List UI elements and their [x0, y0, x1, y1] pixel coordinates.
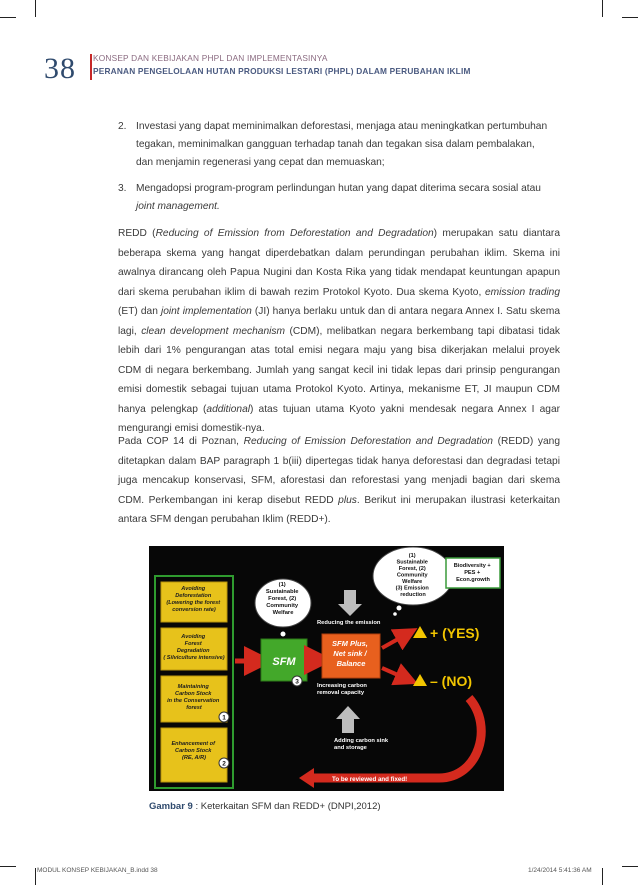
- text-run: (REDD) yang ditetapkan dalam BAP paragraph 1 b(iii) dipertegas tidak hanya deforestasi dan degradasi tetapi juga mencakup konservasi, SFM, aforestasi dan reforestasi yang menjadi bagian dari skema CDM. Perkembangan ini kerap disebut REDD: [118, 436, 560, 506]
- svg-text:SFM Plus, Net sink /: SFM Plus, Net sink / Balance: [332, 639, 368, 668]
- text-run-italic: emission trading: [484, 286, 560, 298]
- crop-mark: [622, 17, 638, 18]
- svg-text:(1) Sustainable: (1) Sustainable Forest, (2) Community Welfare (3) Emission reduction: [395, 553, 429, 598]
- arrow-to-yes: [382, 634, 407, 648]
- footer-timestamp: 1/24/2014 5:41:36 AM: [528, 867, 592, 874]
- svg-text:1: 1: [222, 714, 226, 722]
- figure-caption: [149, 801, 381, 812]
- box-avoiding-deforestation: [161, 582, 227, 622]
- text-run: . Berikut ini merupakan ilustrasi keterkaitan antara SFM dengan perubahan Iklim (REDD+).: [118, 494, 560, 525]
- cloud-emission-reduction: [373, 547, 453, 616]
- badge-1: [219, 712, 229, 722]
- text-run: ) merupakan satu diantara beberapa skema yang hangat diperdebatkan dalam perundingan perubahan iklim. Skema ini awalnya dirancang oleh Papua Nugini dan Kosta Rika yang tidak mendapat keuntungan apapun dari skema perubahan iklim di bawah rezim Protokol Kyoto. Dua skema Kyoto,: [118, 228, 560, 298]
- arrow-down-reducing: [338, 590, 362, 616]
- text-run-italic: Reducing of Emission Deforestation and Degradation: [243, 436, 493, 447]
- cloud-sfm-welfare: [255, 579, 311, 637]
- crop-mark: [0, 17, 16, 18]
- label-increasing: Increasing carbon removal capacity: [317, 683, 367, 696]
- paragraph-redd: [118, 224, 560, 439]
- label-yes: + (YES): [430, 625, 480, 641]
- list-line: dan menjamin regenerasi yang cepat dan memuaskan;: [136, 157, 385, 168]
- box-avoiding-degradation: [161, 628, 227, 670]
- label-no: – (NO): [430, 673, 472, 689]
- paragraph-cop14: [118, 432, 560, 530]
- crop-mark: [602, 868, 603, 885]
- text-run: (CDM), melibatkan negara berkembang tapi dibatasi tidak lebih dari 1% pengurangan atas total emisi negara maju yang bisa dikerjakan melalui proyek CDM di negara berkembang. Jumlah yang sangat kecil ini tidak lepas dari prinsip pengurangan emisi domestik sebagai tujuan utama Protokol Kyoto. Artinya, mekanisme ET, JI maupun CDM hanya pelengkap (: [118, 325, 560, 415]
- footer-file: MODUL KONSEP KEBIJAKAN_B.indd 38: [37, 867, 158, 874]
- text-run-italic: clean development mechanism: [141, 325, 285, 337]
- sfm-plus-box: [322, 634, 380, 678]
- crop-mark: [622, 866, 638, 867]
- list-line: [136, 198, 566, 216]
- list-line: Investasi yang dapat meminimalkan deforestasi, menjaga atau meningkatkan pertumbuhan: [136, 121, 548, 132]
- text-run: REDD (: [118, 228, 156, 239]
- arrow-up-adding: [336, 706, 360, 733]
- list-line-italic: joint management.: [136, 201, 220, 212]
- arrow-to-no: [382, 668, 407, 679]
- caption-text: : Keterkaitan SFM dan REDD+ (DNPI,2012): [192, 801, 381, 812]
- figure-diagram: [149, 546, 504, 791]
- return-arrow-head: [299, 768, 314, 788]
- svg-text:3: 3: [295, 678, 299, 686]
- text-run: Pada COP 14 di Poznan,: [118, 436, 244, 447]
- label-reducing: Reducing the emission: [317, 620, 381, 626]
- warning-triangle-no: [413, 674, 427, 686]
- list-line: tegakan, meminimalkan gangguan terhadap tanah dan tegakan sisa dalam pembalakan,: [136, 139, 535, 150]
- box-maintaining-carbon: [161, 676, 227, 722]
- crop-mark: [0, 866, 16, 867]
- text-run: (ET) dan: [118, 306, 161, 317]
- svg-text:Avoiding Forest: Avoiding Forest Degradation ( Silviculture intensive): [163, 634, 225, 661]
- text-run-italic: plus: [338, 494, 357, 506]
- badge-2: [219, 758, 229, 768]
- text-run-italic: Reducing of Emission from Deforestation and Degradation: [155, 228, 434, 239]
- svg-text:Maintaining Carbon Sto: Maintaining Carbon Stock in the Conservation forest: [167, 684, 220, 711]
- benefit-box: [446, 558, 500, 588]
- text-run: ) atas tujuan utama Kyoto yakni mendesak negara Annex I agar mengurangi emisi domestik-nya.: [118, 403, 561, 434]
- figure-sfm-redd: [149, 546, 504, 791]
- svg-text:(1) Sustainable: (1) Sustainable Forest, (2) Community Welfare: [265, 582, 299, 616]
- header-title: KONSEP DAN KEBIJAKAN PHPL DAN IMPLEMENTASINYA: [93, 53, 328, 63]
- list-line: Mengadopsi program-program perlindungan hutan yang dapat diterima secara sosial atau: [136, 183, 541, 194]
- plus-sign: +: [435, 565, 444, 581]
- label-adding: Adding carbon sink and storage: [334, 738, 389, 751]
- header-divider: [90, 54, 92, 80]
- svg-text:Biodiversity + PES +: Biodiversity + PES + Econ.growth: [453, 563, 491, 583]
- text-run-italic: additional: [206, 403, 251, 415]
- svg-text:Enhancement of Carbon: Enhancement of Carbon Stock (RE, A/R): [171, 741, 215, 761]
- warning-triangle-yes: [413, 626, 427, 638]
- sfm-box: [261, 639, 307, 681]
- crop-mark: [35, 0, 36, 17]
- text-run-italic: joint implementation: [160, 306, 252, 317]
- crop-mark: [602, 0, 603, 17]
- text-run: (JI) hanya berlaku untuk dan di antara negara Annex I. Satu skema lagi,: [118, 306, 560, 337]
- caption-label: Gambar 9: [149, 801, 193, 812]
- header-subtitle: PERANAN PENGELOLAAN HUTAN PRODUKSI LESTARI (PHPL) DALAM PERUBAHAN IKLIM: [93, 66, 471, 76]
- svg-text:2: 2: [222, 760, 226, 768]
- label-reviewed: To be reviewed and fixed!: [332, 776, 408, 783]
- list-number: 2.: [118, 121, 127, 132]
- box-enhancement-carbon: [161, 728, 227, 782]
- svg-text:Avoiding Deforestation: Avoiding Deforestation (Lowering the forest conversion rate): [166, 586, 221, 613]
- list-number: 3.: [118, 183, 127, 194]
- badge-3: [292, 676, 302, 686]
- svg-text:SFM: SFM: [272, 656, 296, 668]
- page-number: 38: [44, 52, 76, 85]
- crop-mark: [35, 868, 36, 885]
